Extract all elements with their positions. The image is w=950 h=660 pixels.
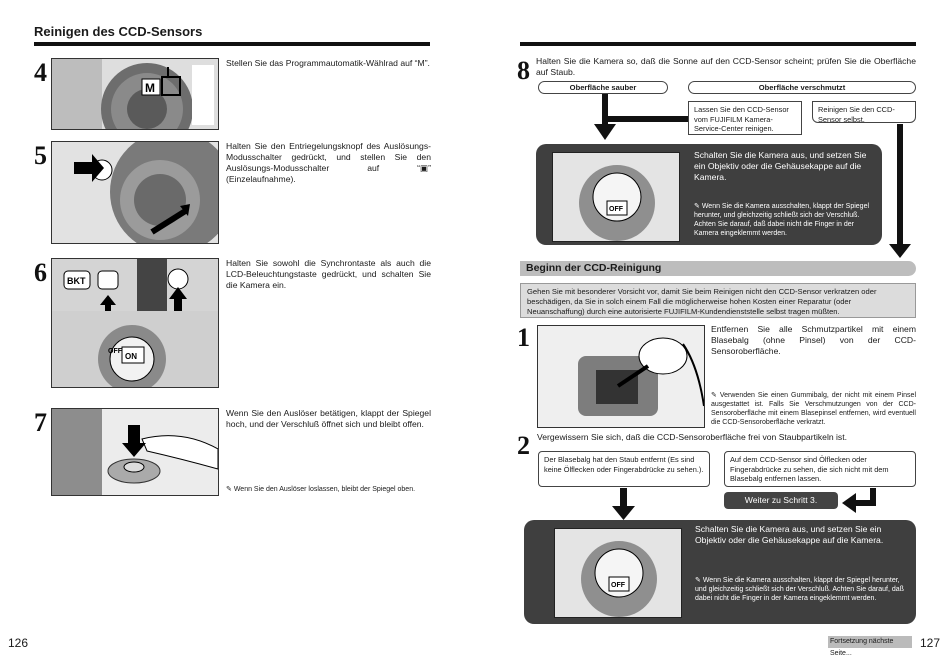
turn-off-text-2: Schalten Sie die Kamera aus, und setzen Sie ein Objektiv oder die Gehäusekappe auf die Kamera. — [695, 524, 884, 545]
release-mode-dial-illustration — [51, 141, 219, 244]
turn-off-note-2 — [695, 576, 907, 603]
step-5-number: 5 — [34, 141, 47, 170]
section-title: Beginn der CCD-Reinigung — [520, 261, 916, 276]
step-8-number: 8 — [517, 56, 530, 85]
dust-remaining-box: Auf dem CCD-Sensor sind Ölflecken oder Fingerabdrücke zu sehen, die sich nicht mit dem Blasebalg entfernen lassen. — [724, 451, 916, 487]
step-5-text: Halten Sie den Entriegelungsknopf des Auslösungs-Modusschalter gedrückt, und stellen Sie den Auslösungs-Modusschalter auf “▣” (Einzelaufnahme). — [226, 141, 431, 184]
on-label: ON — [125, 352, 137, 361]
warning-box: Gehen Sie mit besonderer Vorsicht vor, damit Sie beim Reinigen nicht den CCD-Sensor verkratzen oder beschädigen, da Sie in solch einem Fall die möglicherweise hohen Kosten einer Reparatur (oder Neuanschaffung) durch eine autorisierte FUJIFILM-Kundendienststelle selbst tragen müßten. — [520, 283, 916, 318]
goto-step-3-button: Weiter zu Schritt 3. — [724, 492, 838, 509]
step-6-text: Halten Sie sowohl die Synchrontaste als auch die LCD-Beleuchtungstaste gedrückt, und schalten Sie die Kamera ein. — [226, 258, 431, 290]
note-icon: ✎ — [694, 203, 700, 210]
step-1-note — [711, 391, 916, 427]
step-1-note-text: Verwenden Sie einen Gummibalg, der nicht mit einem Pinsel ausgestattet ist. Falls Sie Verschmutzungen von der CCD-Sensoroberfläche mit einem Blasepinsel entfernen, wird eventuell die CCD-Sensoroberfläche verkratzt. — [711, 392, 916, 426]
step-7-note-text: Wenn Sie den Auslöser loslassen, bleibt der Spiegel oben. — [233, 486, 416, 493]
note-icon: ✎ — [711, 392, 717, 399]
step-7-text: Wenn Sie den Auslöser betätigen, klappt der Spiegel hoch, und der Verschluß öffnet sich und bleibt offen. — [226, 408, 431, 429]
turn-off-note-1 — [694, 202, 874, 238]
turn-off-panel-1 — [536, 144, 882, 245]
surface-clean-label: Oberfläche sauber — [538, 81, 668, 94]
header-rule — [520, 42, 916, 46]
continued-tab: Fortsetzung nächste Seite... — [828, 636, 912, 648]
page-title: Reinigen des CCD-Sensors — [34, 24, 203, 39]
step-8-text: Halten Sie die Kamera so, daß die Sonne auf den CCD-Sensor scheint; prüfen Sie die Oberfläche auf Staub. — [536, 56, 916, 77]
off-label-1: OFF — [609, 206, 623, 213]
camera-off-illustration-2 — [554, 528, 682, 618]
dust-removed-box: Der Blasebalg hat den Staub entfernt (Es sind keine Ölflecken oder Fingerabdrücke zu sehen.). — [538, 451, 710, 487]
step-7-number: 7 — [34, 408, 47, 437]
turn-off-note-1-text: Wenn Sie die Kamera ausschalten, klappt der Spiegel herunter, und gleichzeitig schließt sich der Verschluß. Achten Sie darauf, daß dabei nicht die Finger in der Kamera eingeklemmt werden. — [694, 203, 870, 237]
blower-illustration — [537, 325, 705, 428]
clean-yourself-box: Reinigen Sie den CCD-Sensor selbst. — [812, 101, 916, 123]
step-4-text: Stellen Sie das Programmautomatik-Wählrad auf “M”. — [226, 58, 430, 68]
shutter-release-illustration — [51, 408, 219, 496]
off-label-2: OFF — [611, 582, 625, 589]
note-icon: ✎ — [226, 486, 232, 493]
step-1-number: 1 — [517, 323, 530, 352]
step-7-note — [226, 485, 431, 494]
turn-off-note-2-text: Wenn Sie die Kamera ausschalten, klappt der Spiegel herunter, und gleichzeitig schließt sich der Verschluß. Achten Sie darauf, daß dabei nicht die Finger in der Kamera eingeklemmt werden. — [695, 577, 904, 602]
mode-dial-illustration — [51, 58, 219, 130]
note-icon: ✎ — [695, 577, 701, 584]
camera-off-illustration-1 — [552, 152, 680, 242]
step-2-text: Vergewissern Sie sich, daß die CCD-Sensoroberfläche frei von Staubpartikeln ist. — [537, 432, 847, 442]
step-6-number: 6 — [34, 258, 47, 287]
bkt-label: BKT — [67, 276, 86, 286]
service-center-box: Lassen Sie den CCD-Sensor vom FUJIFILM Kamera-Service-Center reinigen. — [688, 101, 802, 135]
page-number-left: 126 — [8, 636, 29, 650]
dial-m-label: M — [145, 81, 155, 95]
step-4-number: 4 — [34, 58, 47, 87]
step-2-number: 2 — [517, 431, 530, 460]
off-label: OFF — [108, 348, 122, 355]
title-rule — [34, 42, 430, 46]
page-number-right: 127 — [920, 636, 941, 650]
turn-off-text-1: Schalten Sie die Kamera aus, und setzen Sie ein Objektiv oder die Gehäusekappe auf die Kamera. — [694, 150, 867, 182]
surface-dirty-label: Oberfläche verschmutzt — [688, 81, 916, 94]
sync-lcd-button-illustration — [51, 258, 219, 388]
turn-off-panel-2 — [524, 520, 916, 624]
step-1-text: Entfernen Sie alle Schmutzpartikel mit einem Blasebalg (ohne Pinsel) von der CCD-Sensoroberfläche. — [711, 324, 916, 356]
